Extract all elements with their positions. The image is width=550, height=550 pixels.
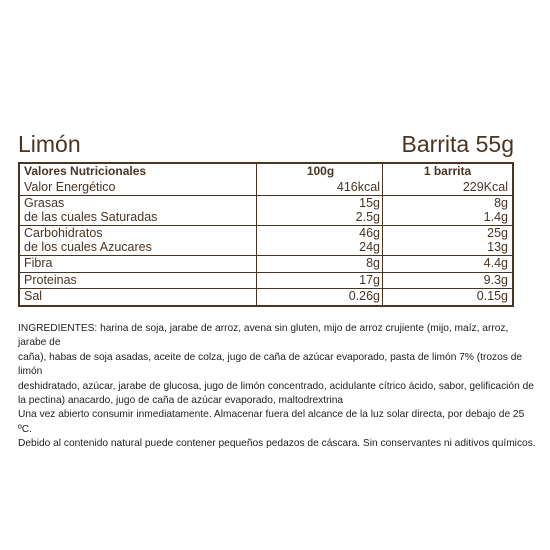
ingredients-text [18, 322, 538, 452]
value-per-100g: 46g [359, 226, 380, 240]
value-per-bar-cell [383, 273, 512, 289]
value-per-bar: 13g [487, 239, 508, 254]
nutrient-name-cell [20, 196, 257, 225]
value-per-bar: 229Kcal [462, 179, 508, 194]
table-row [20, 272, 512, 289]
nutrient-name-cell [20, 256, 257, 272]
value-per-bar-cell [383, 256, 512, 272]
value-per-100g: 8g [366, 256, 380, 270]
nutrient-name: Valor Energético [24, 179, 116, 194]
nutrient-name: Sal [24, 289, 43, 303]
nutrient-name: Grasas [24, 196, 65, 210]
table-header-row [20, 164, 512, 180]
value-per-100g-cell [257, 256, 383, 272]
value-per-100g: 416kcal [336, 179, 380, 194]
value-per-bar: 0.15g [476, 289, 508, 303]
column-header-per-bar: 1 barrita [423, 164, 472, 178]
content-note: Debido al contenido natural puede contener pequeños pedazos de cáscara. Sin conservantes ni aditivos químicos. [18, 438, 536, 450]
value-per-100g: 2.5g [355, 209, 380, 224]
value-per-100g-cell [257, 226, 383, 255]
nutrient-name: de las cuales Saturadas [24, 209, 158, 224]
value-per-100g: 24g [359, 239, 380, 254]
value-per-100g: 15g [359, 196, 380, 210]
nutrition-table [18, 162, 514, 307]
value-per-bar-cell [383, 196, 512, 225]
bar-size-label: Barrita 55g [401, 131, 514, 157]
storage-note: Una vez abierto consumir inmediatamente. Almacenar fuera del alcance de la luz solar directa, por debajo de 25 ºC. [18, 409, 525, 435]
nutrient-name: Fibra [24, 256, 53, 270]
value-per-100g: 17g [359, 272, 380, 287]
column-header-nutrients: Valores Nutricionales [20, 164, 257, 180]
column-header-100g: 100g [257, 164, 383, 180]
value-per-bar-cell [383, 289, 512, 305]
table-row [20, 195, 512, 225]
nutrient-name: Proteinas [24, 272, 77, 287]
product-header [18, 131, 514, 161]
value-per-bar: 8g [494, 196, 508, 210]
value-per-100g: 0.26g [348, 289, 380, 303]
ingredients-line: deshidratado, azúcar, jarabe de glucosa, jugo de limón concentrado, acidulante cítrico ácido, sabor, gelificación de [18, 380, 534, 392]
table-row [20, 180, 512, 196]
flavor-title: Limón [18, 131, 81, 157]
ingredients-line: INGREDIENTES: harina de soja, jarabe de arroz, avena sin gluten, mijo de arroz crujiente (mijo, maíz, arroz, jarabe de [18, 323, 509, 349]
nutrient-name-cell [20, 180, 257, 196]
value-per-bar: 4.4g [483, 256, 508, 270]
nutrient-name-cell [20, 226, 257, 255]
nutrient-name-cell [20, 273, 257, 289]
table-row [20, 255, 512, 272]
nutrient-name: Carbohidratos [24, 226, 103, 240]
value-per-100g-cell [257, 180, 383, 196]
value-per-bar-cell [383, 226, 512, 255]
value-per-100g-cell [257, 289, 383, 305]
value-per-bar-cell [383, 180, 512, 196]
value-per-100g-cell [257, 196, 383, 225]
nutrient-name: de los cuales Azucares [24, 239, 152, 254]
nutrient-name-cell [20, 289, 257, 305]
ingredients-line: la pectina) anacardo, jugo de caña de azúcar evaporado, maltodrextrina [18, 395, 344, 407]
table-row [20, 225, 512, 255]
value-per-bar: 9.3g [483, 272, 508, 287]
ingredients-line: caña), habas de soja asadas, aceite de colza, jugo de caña de azúcar evaporado, pasta de limón 7% (trozos de limón [18, 351, 523, 378]
value-per-bar: 25g [487, 226, 508, 240]
value-per-100g-cell [257, 273, 383, 289]
value-per-bar: 1.4g [483, 209, 508, 224]
table-body [20, 180, 512, 305]
table-row [20, 288, 512, 305]
